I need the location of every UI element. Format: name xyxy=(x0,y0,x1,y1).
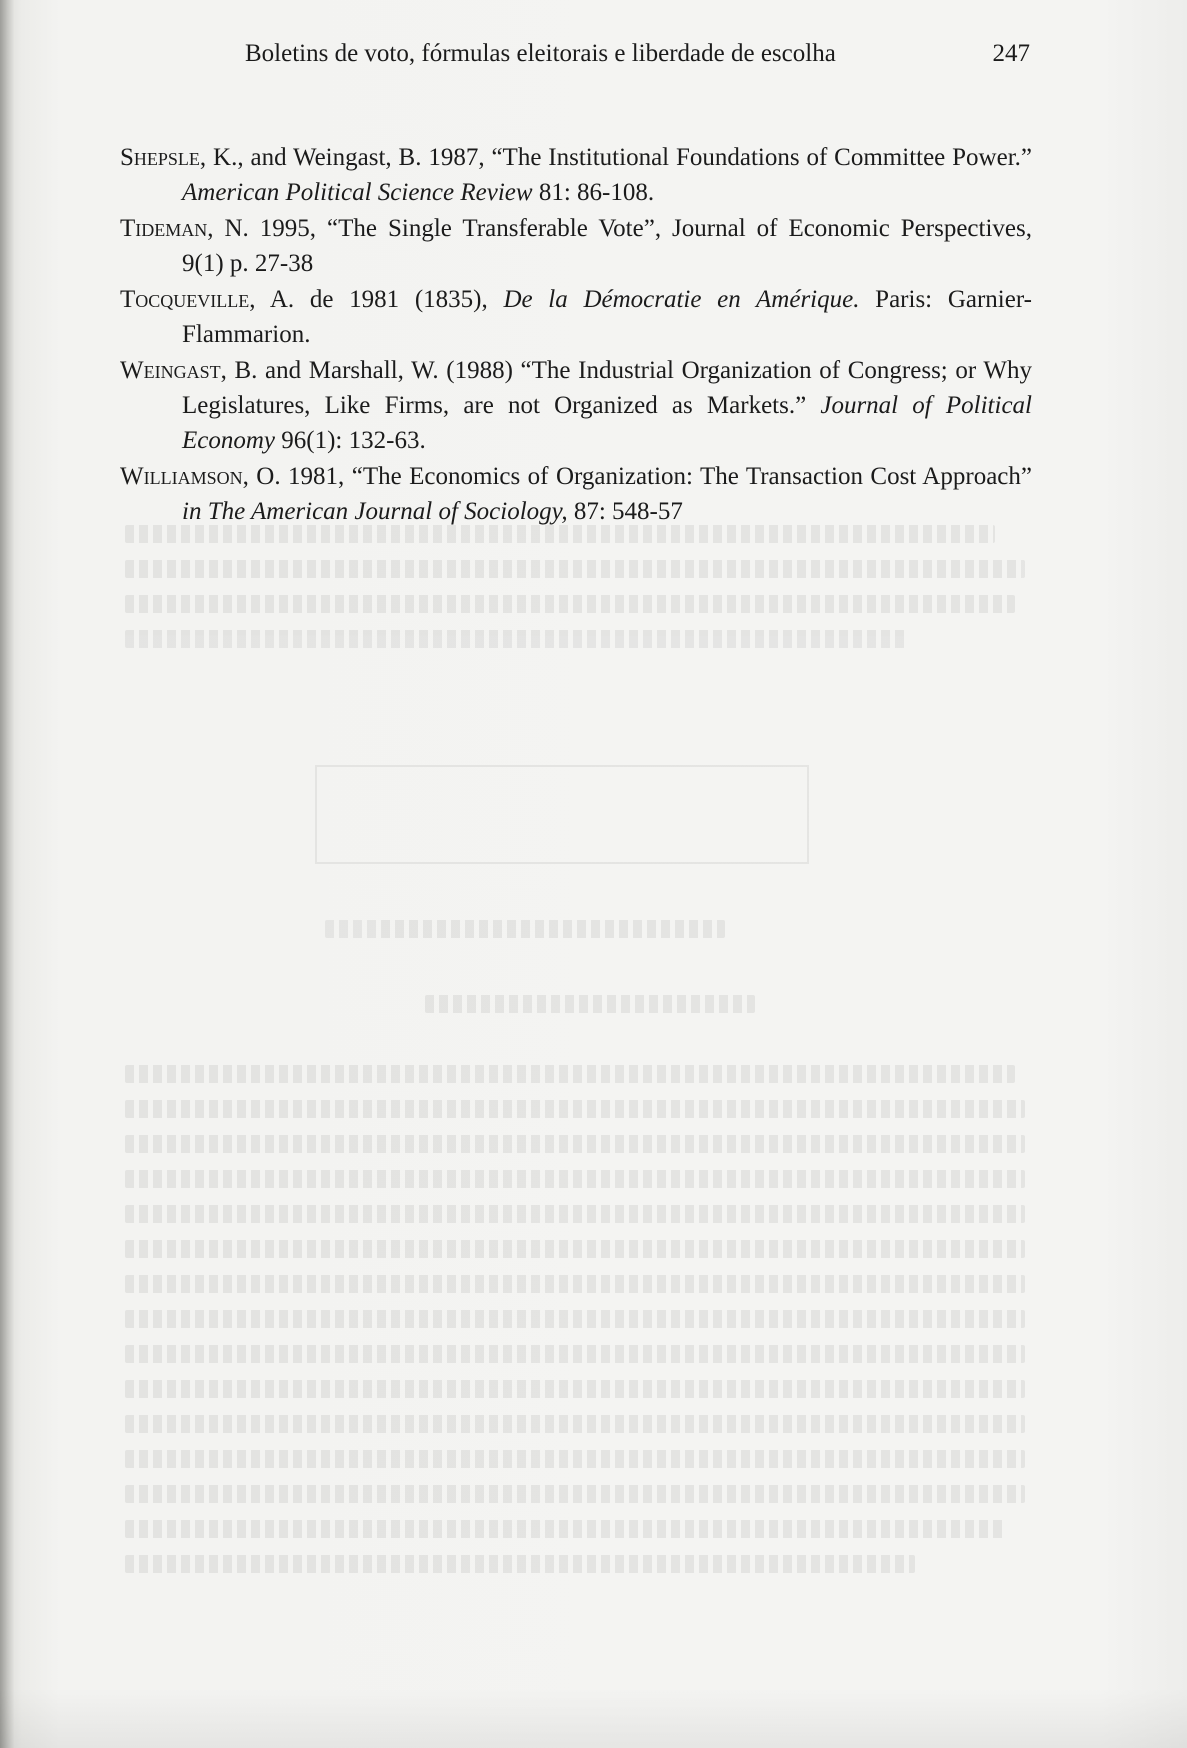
reference-author: Williamson, O. xyxy=(120,463,281,490)
reference-text-tail: 87: 548-57 xyxy=(567,498,683,525)
reference-text: 1981, “The Economics of Organization: The Transaction Cost Approach” xyxy=(280,463,1032,490)
reference-author: Tocqueville, A. xyxy=(120,286,295,313)
reference-entry-shepsle xyxy=(120,140,1032,210)
page-gutter-shadow xyxy=(0,0,14,1748)
reference-entry-williamson xyxy=(120,459,1032,529)
page-number: 247 xyxy=(992,40,1030,67)
reference-text: , and Weingast, B. 1987, “The Institutional Foundations of Committee Power.” xyxy=(237,144,1032,171)
reference-author: Shepsle, K. xyxy=(120,144,238,171)
reference-entry-weingast xyxy=(120,353,1032,458)
reference-publication: American Political Science Review xyxy=(182,179,533,206)
reference-publication: Journal of Political Economy xyxy=(182,392,1032,454)
reference-entry-tideman xyxy=(120,211,1032,281)
page-header xyxy=(245,40,1030,80)
reference-text: and Marshall, W. (1988) “The Industrial Organization of Congress; or Why Legislatures, Like Firms, are not Organized as Markets.” xyxy=(182,357,1032,419)
reference-text-tail: Paris: Garnier-Flammarion. xyxy=(182,286,1032,348)
page-bottom-shade xyxy=(0,1688,1187,1748)
reference-text-tail: 81: 86-108. xyxy=(532,179,655,206)
reference-entry-tocqueville xyxy=(120,282,1032,352)
running-title: Boletins de voto, fórmulas eleitorais e liberdade de escolha xyxy=(245,40,836,67)
reference-author: Weingast, B. xyxy=(120,357,258,384)
reference-text: de 1981 (1835), xyxy=(294,286,504,313)
reference-publication: in The American Journal of Sociology, xyxy=(182,498,568,525)
reference-text-tail: 96(1): 132-63. xyxy=(275,427,426,454)
reference-text: 1995, “The Single Transferable Vote”, Journal of Economic Perspectives, 9(1) p. 27-38 xyxy=(182,215,1032,277)
reverse-side-bleed-through xyxy=(125,525,1045,1585)
reference-publication: De la Démocratie en Amérique. xyxy=(503,286,860,313)
reference-list xyxy=(120,140,1032,530)
reference-author: Tideman, N. xyxy=(120,215,249,242)
